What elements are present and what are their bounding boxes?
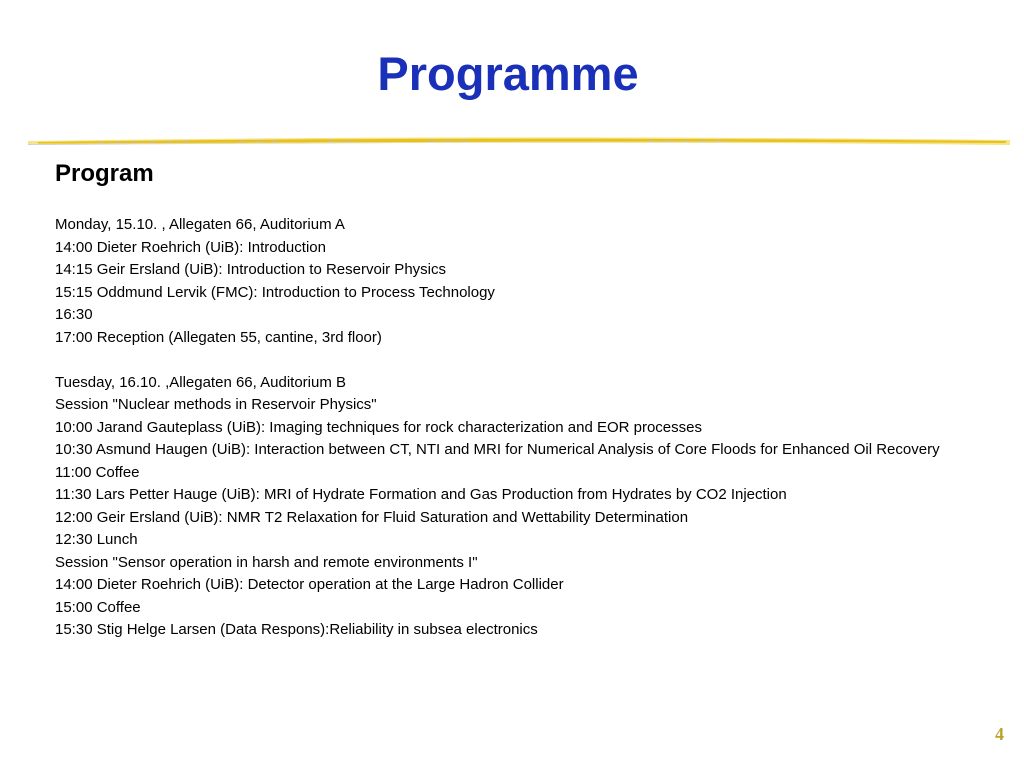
section-heading: Program	[55, 160, 154, 187]
schedule-line: Session "Nuclear methods in Reservoir Physics"	[55, 396, 377, 413]
schedule-line: 14:00 Dieter Roehrich (UiB): Introduction	[55, 238, 326, 256]
schedule-line: 10:30 Asmund Haugen (UiB): Interaction between CT, NTI and MRI for Numerical Analysis of Core Floods for Enhanced Oil Recovery	[55, 441, 940, 458]
schedule-line: 10:00 Jarand Gauteplass (UiB): Imaging techniques for rock characterization and EOR processes	[55, 418, 702, 436]
schedule-line: 12:00 Geir Ersland (UiB): NMR T2 Relaxation for Fluid Saturation and Wettability Determination	[55, 508, 689, 526]
day-block-tuesday	[55, 372, 975, 642]
schedule-line: 14:15 Geir Ersland (UiB): Introduction to Reservoir Physics	[55, 261, 446, 278]
schedule-line: 17:00 Reception (Allegaten 55, cantine, 3rd floor)	[55, 328, 382, 346]
program-schedule	[55, 214, 975, 642]
schedule-line: 11:30 Lars Petter Hauge (UiB): MRI of Hydrate Formation and Gas Production from Hydrates by CO2 Injection	[55, 486, 787, 503]
schedule-line: 15:15 Oddmund Lervik (FMC): Introduction to Process Technology	[55, 283, 495, 301]
day-block-monday	[55, 214, 975, 349]
title-divider-rule	[28, 130, 1010, 154]
schedule-line: 11:00 Coffee	[55, 463, 140, 481]
schedule-line: Tuesday, 16.10. ,Allegaten 66, Auditorium B	[55, 373, 347, 391]
schedule-line: Monday, 15.10. , Allegaten 66, Auditorium A	[55, 216, 345, 233]
schedule-line: 14:00 Dieter Roehrich (UiB): Detector operation at the Large Hadron Collider	[55, 576, 564, 593]
schedule-line: 16:30	[55, 306, 93, 323]
page-number: 4	[995, 724, 1004, 744]
slide-title: Programme	[377, 47, 639, 100]
schedule-line: 15:00 Coffee	[55, 598, 141, 616]
schedule-line: 15:30 Stig Helge Larsen (Data Respons):Reliability in subsea electronics	[55, 621, 538, 638]
schedule-line: 12:30 Lunch	[55, 531, 138, 548]
schedule-line: Session "Sensor operation in harsh and remote environments I"	[55, 553, 478, 571]
